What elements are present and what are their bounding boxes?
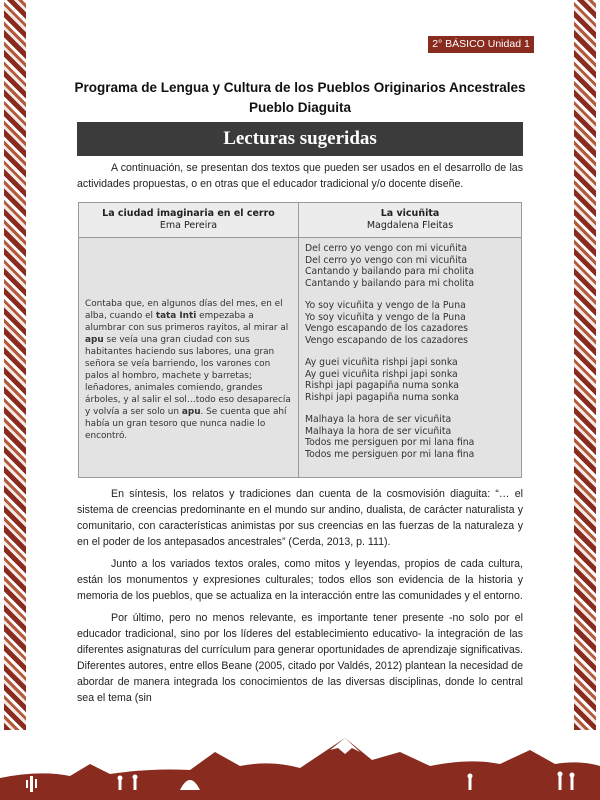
program-title: [40, 78, 560, 118]
poem-line: Yo soy vicuñita y vengo de la Puna: [305, 300, 466, 311]
stanza: [305, 243, 517, 289]
readings-table: [78, 202, 522, 478]
section-title: Lecturas sugeridas: [77, 122, 523, 156]
poem-line: Vengo escapando de los cazadores: [305, 334, 469, 346]
right-decorative-border: [574, 0, 596, 730]
poem-line: Del cerro yo vengo con mi vicuñita: [305, 254, 468, 266]
left-header: [79, 208, 298, 232]
poem-line: Cantando y bailando para mi cholita: [305, 266, 475, 277]
intro-paragraph: [77, 160, 523, 192]
poem-line: Vengo escapando de los cazadores: [305, 323, 469, 334]
poem-line: Cantando y bailando para mi cholita: [305, 277, 475, 289]
column-divider: [298, 203, 299, 477]
footer-landscape-illustration: [0, 730, 600, 800]
legend-text: [85, 298, 293, 442]
stanza: [305, 300, 517, 346]
legend-part-3: se veía una gran ciudad con sus habitantes haciendo sus labores, una gran señora se veía barriendo, los varones con palos al hombro, machete y barretas; leñadores, animales comiendo, grandes árboles, y al salir el sol…todo eso desaparecía y volvía a ser solo un: [85, 335, 291, 417]
legend-part-1: Contaba que, en algunos días del mes, en el alba, cuando el: [85, 299, 283, 321]
right-author: Magdalena Fleitas: [366, 220, 454, 231]
poem-line: Todos me persiguen por mi lana fina: [305, 448, 475, 460]
right-header: [299, 208, 521, 232]
unit-badge: 2° BÁSICO Unidad 1: [428, 36, 534, 53]
integration-paragraph: [77, 610, 523, 706]
synthesis-paragraph: [77, 486, 523, 550]
poem-line: Malhaya la hora de ser vicuñita: [305, 425, 452, 437]
legend-part-4: . Se cuenta que ahí había un gran tesoro que nunca nadie lo encontró.: [85, 407, 287, 441]
poem-line: Rishpi japi pagapiña numa sonka: [305, 391, 459, 403]
stanza: [305, 357, 517, 403]
cultural-paragraph: [77, 556, 523, 604]
poem-line: Ay guei vicuñita rishpi japi sonka: [305, 357, 458, 368]
intro-text: A continuación, se presentan dos textos que pueden ser usados en el desarrollo de las actividades propuestas, o en otras que el educador tradicional y/o docente diseñe.: [77, 162, 523, 190]
poem-text: [305, 243, 517, 471]
poem-line: Ay guei vicuñita rishpi japi sonka: [305, 368, 458, 380]
legend-term-apu-2: apu: [181, 407, 201, 417]
legend-part-2: empezaba a alumbrar con sus primeros rayitos, al mirar al: [85, 311, 289, 333]
program-title-line2: Pueblo Diaguita: [248, 100, 351, 115]
left-title: La ciudad imaginaria en el cerro: [102, 208, 275, 219]
right-title: La vicuñita: [380, 208, 440, 219]
legend-term-apu: apu: [85, 335, 104, 345]
poem-line: Rishpi japi pagapiña numa sonka: [305, 380, 459, 391]
cultural-text: Junto a los variados textos orales, como mitos y leyendas, propios de cada cultura, están los monumentos y expresiones culturales; todos ellos son evidencia de la historia y memoria de los pueblos, que se actualiza en la interacción entre las comunidades y el entorno.: [77, 558, 523, 602]
legend-term-tata-inti: tata Inti: [155, 311, 197, 321]
program-title-line1: Programa de Lengua y Cultura de los Pueblos Originarios Ancestrales: [74, 80, 526, 95]
poem-line: Del cerro yo vengo con mi vicuñita: [305, 243, 468, 254]
synthesis-text: En síntesis, los relatos y tradiciones dan cuenta de la cosmovisión diaguita: “… el sistema de creencias predominante en el mundo sur andino, dualista, de carácter naturalista y comunitario, con características animistas por sus creencias en las fuerzas de la naturaleza y en el poder de los antepasados ancestrales” (Cerda, 2013, p. 111).: [77, 488, 523, 548]
poem-line: Malhaya la hora de ser vicuñita: [305, 414, 452, 425]
poem-line: Todos me persiguen por mi lana fina: [305, 437, 475, 448]
left-decorative-border: [4, 0, 26, 730]
integration-text: Por último, pero no menos relevante, es importante tener presente -no solo por el educador tradicional, sino por los líderes del establecimiento educativo- la integración de las diferentes asignaturas del currículum para generar oportunidades de aprendizaje significativas. Diferentes autores, entre ellos Beane (2005, citado por Valdés, 2012) plantean la necesidad de abordar de manera integrada los conocimientos de las diversas disciplinas, donde lo central sea el tema (sin: [77, 612, 523, 704]
poem-line: Yo soy vicuñita y vengo de la Puna: [305, 311, 466, 323]
left-author: Ema Pereira: [159, 220, 218, 231]
stanza: [305, 414, 517, 460]
